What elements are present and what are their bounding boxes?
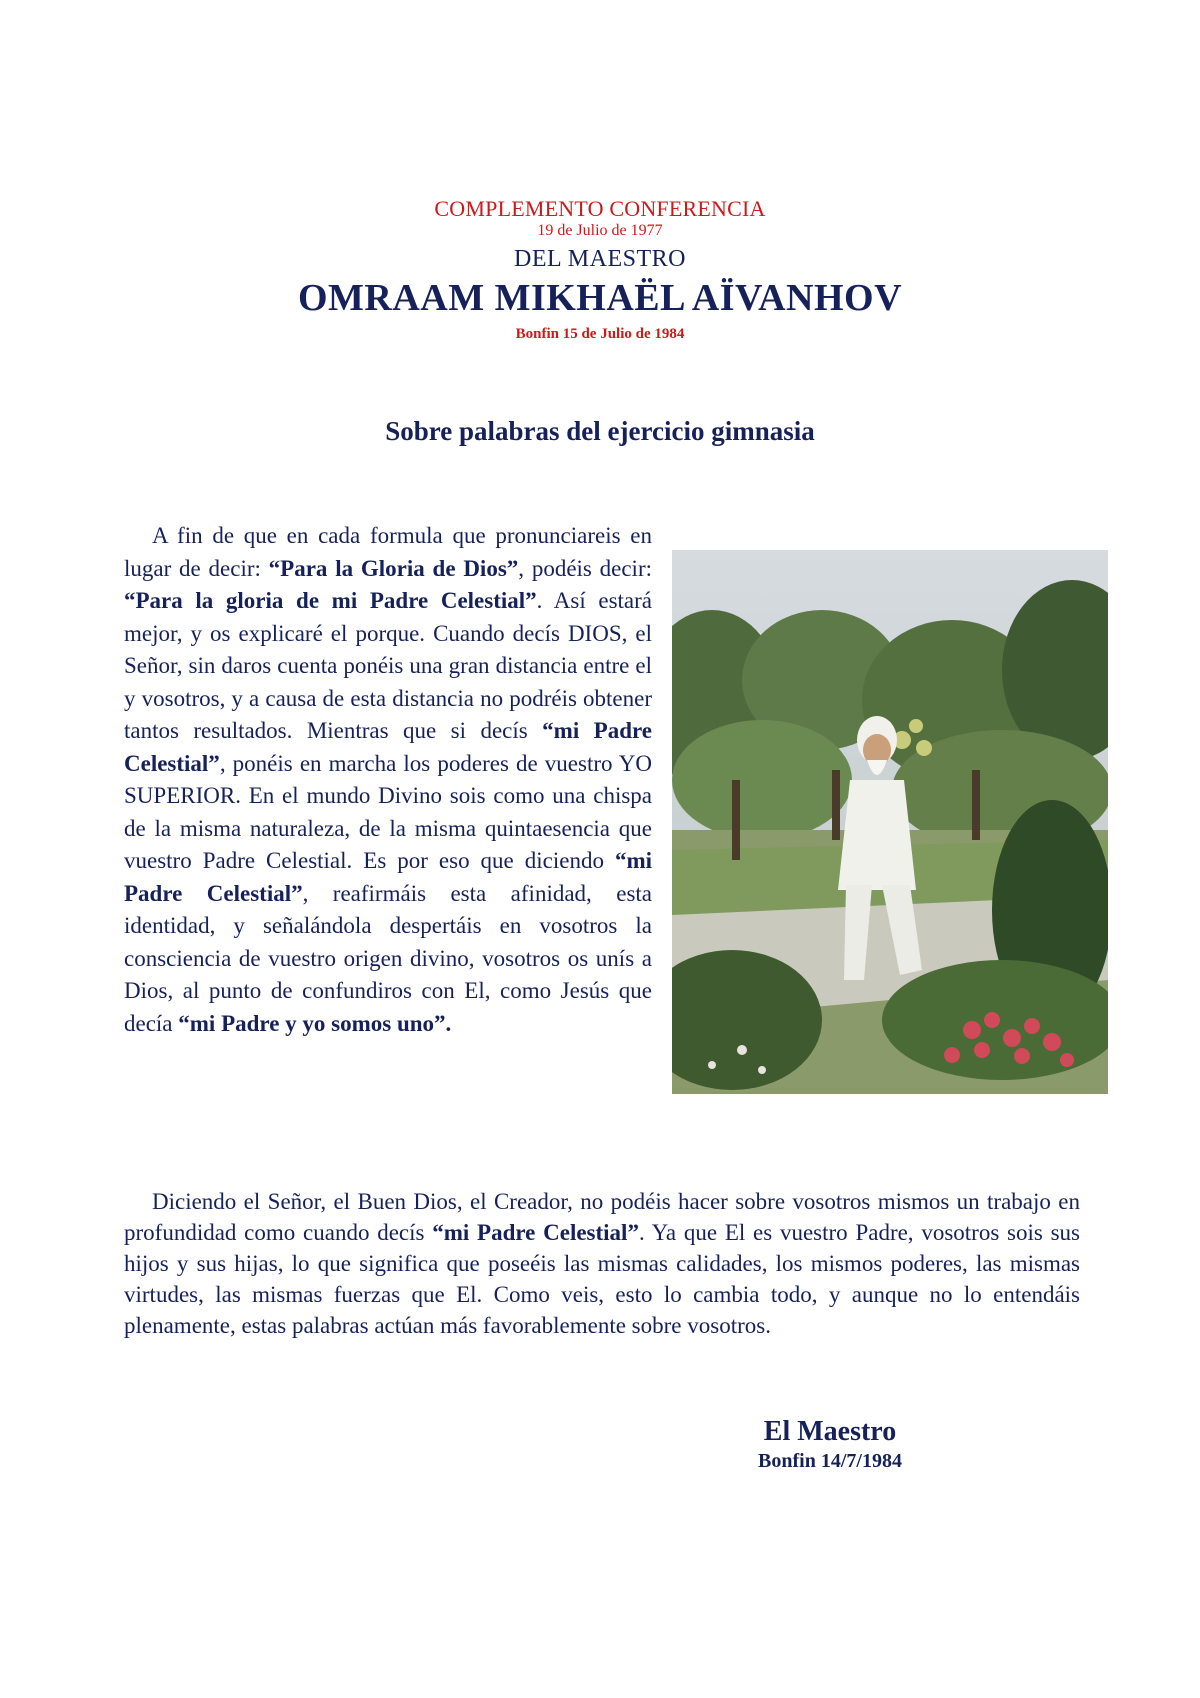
p2-text-2: . Ya que El es vuestro Padre, vosotros sois sus hijos y sus hijas, lo que significa que poseéis las mismas calidades, los mismos poderes, las mismas virtudes, las mismas fuerzas que El. Como veis, esto lo cambia todo, y aunque no lo entendáis plenamente, estas palabras actúan más favorablemente sobre vosotros. [124,1220,1080,1338]
p1-text-4: , ponéis en marcha los poderes de vuestro YO SUPERIOR. En el mundo Divino sois como una chispa de la misma naturaleza, de la misma quintaesencia que vuestro Padre Celestial. Es por eso que diciendo [124,750,652,873]
p1-text-3: . Así estará mejor, y os explicaré el porque. Cuando decís DIOS, el Señor, sin daros cuenta ponéis una gran distancia entre el y vosotros, y a causa de esta distancia no podréis obtener tantos resultados. Mientras que si decís [124,588,652,743]
p1-bold-1: “Para la Gloria de Dios” [268,555,519,581]
page-title: Sobre palabras del ejercicio gimnasia [385,416,815,446]
place-date: Bonfin 15 de Julio de 1984 [515,326,685,342]
garden-photo [672,550,1108,1094]
p1-text-2: , podéis decir: [518,555,652,581]
header-line-2: 19 de Julio de 1977 [537,222,663,239]
p1-bold-3: “mi Padre Celestial” [124,718,652,776]
first-paragraph-column [124,520,652,1040]
p1-text-5: , reafirmáis esta afinidad, esta identidad, y señalándola despertáis en vosotros la consciencia de vuestro origen divino, vosotros os unís a Dios, al punto de confundiros con El, como Jesús que decía [124,880,652,1036]
header-line-1: COMPLEMENTO CONFERENCIA [434,196,766,221]
p1-bold-4: “mi Padre Celestial” [124,848,652,906]
paragraph-1 [124,520,652,1040]
signature-name: El Maestro [763,1416,897,1447]
master-name: OMRAAM MIKHAËL AÏVANHOV [297,277,903,319]
signature-date: Bonfin 14/7/1984 [758,1450,902,1472]
p1-bold-2: “Para la gloria de mi Padre Celestial” [124,588,537,613]
p1-bold-5: “mi Padre y yo somos uno”. [178,1010,452,1036]
header-line-3: DEL MAESTRO [514,246,686,272]
paragraph-2 [124,1186,1080,1341]
p1-text-1: A fin de que en cada formula que pronunciareis en lugar de decir: [124,523,652,581]
p2-bold-1: “mi Padre Celestial” [432,1220,639,1245]
p2-text-1: Diciendo el Señor, el Buen Dios, el Creador, no podéis hacer sobre vosotros mismos un trabajo en profundidad como cuando decís [124,1189,1080,1245]
